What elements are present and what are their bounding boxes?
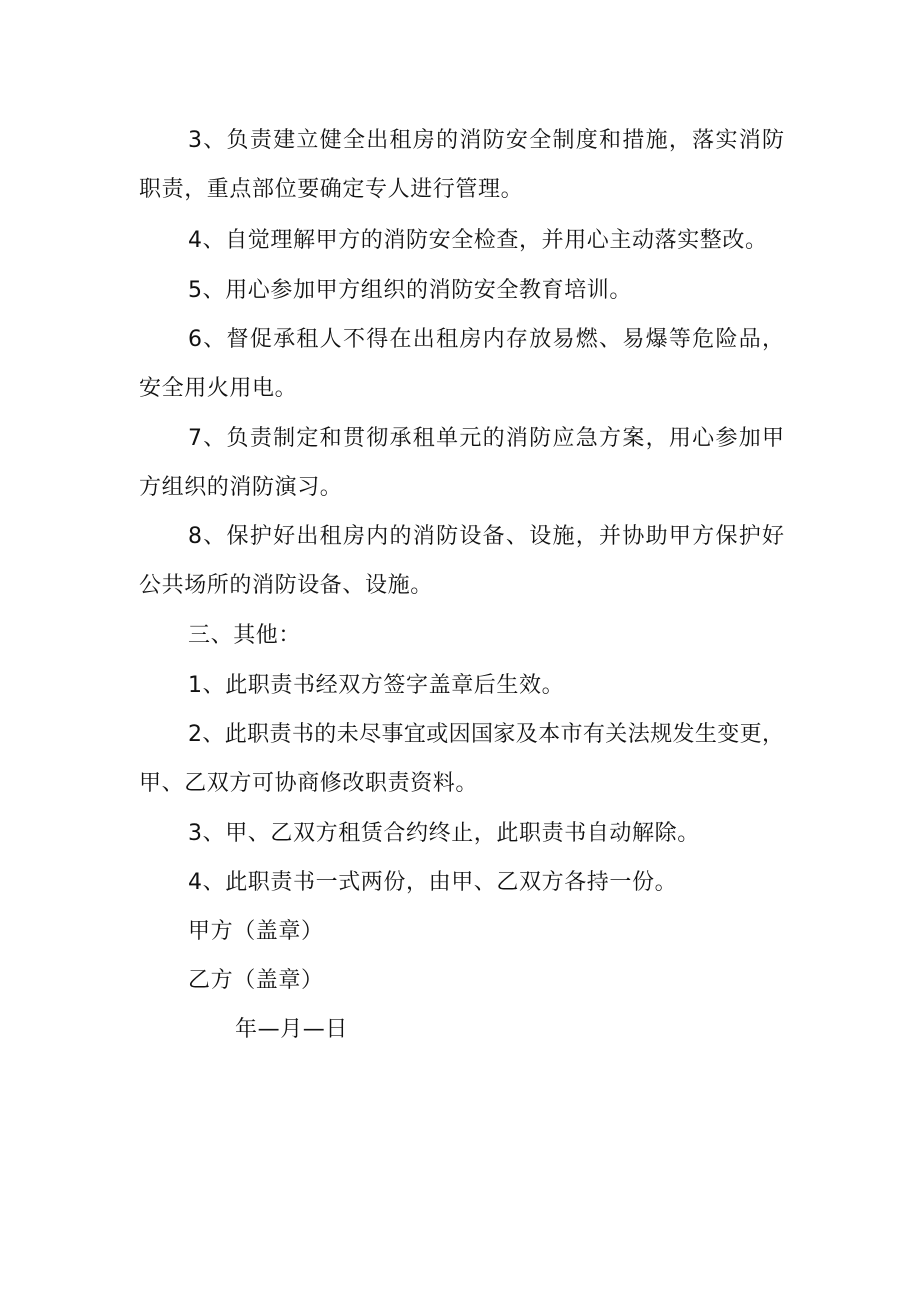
date-line: 年—月—日 [235, 1017, 349, 1042]
section-3-heading: 三、其他： [188, 623, 302, 648]
clause-7-line-1: 7、负责制定和贯彻承租单元的消防应急方案，用心参加甲 [188, 426, 784, 451]
clause-7-line-2: 方组织的消防演习。 [139, 475, 343, 500]
clause-6-line-2: 安全用火用电。 [139, 376, 298, 401]
clause-8-line-2: 公共场所的消防设备、设施。 [139, 573, 433, 598]
party-a-seal-label: 甲方（盖章） [188, 919, 324, 944]
clause-3-line-2: 职责，重点部位要确定专人进行管理。 [139, 177, 524, 202]
clause-4: 4、自觉理解甲方的消防安全检查，并用心主动落实整改。 [188, 228, 768, 253]
party-b-seal-label: 乙方（盖章） [188, 968, 324, 993]
clause-3-line-1: 3、负责建立健全出租房的消防安全制度和措施，落实消防 [188, 128, 784, 153]
other-clause-3: 3、甲、乙双方租赁合约终止，此职责书自动解除。 [188, 821, 700, 846]
other-clause-4: 4、此职责书一式两份，由甲、乙双方各持一份。 [188, 870, 678, 895]
clause-5: 5、用心参加甲方组织的消防安全教育培训。 [188, 278, 632, 303]
other-clause-2-line-2: 甲、乙双方可协商修改职责资料。 [139, 771, 479, 796]
clause-8-line-1: 8、保护好出租房内的消防设备、设施，并协助甲方保护好 [188, 524, 784, 549]
other-clause-2-line-1: 2、此职责书的未尽事宜或因国家及本市有关法规发生变更， [188, 722, 784, 747]
clause-6-line-1: 6、督促承租人不得在出租房内存放易燃、易爆等危险品， [188, 327, 784, 352]
other-clause-1: 1、此职责书经双方签字盖章后生效。 [188, 673, 565, 698]
